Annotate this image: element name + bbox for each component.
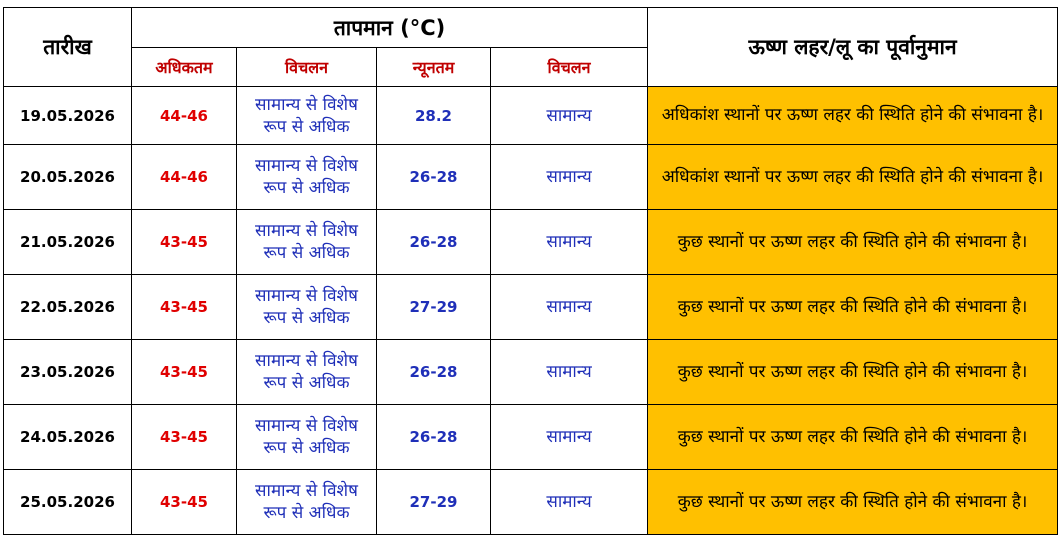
max-deviation-cell: सामान्य से विशेष रूप से अधिक — [237, 145, 377, 210]
table-row — [4, 210, 1058, 275]
forecast-cell: कुछ स्थानों पर ऊष्ण लहर की स्थिति होने की संभावना है। — [648, 340, 1058, 405]
max-temp-cell: 43-45 — [132, 210, 237, 275]
min-deviation-cell: सामान्य — [491, 275, 648, 340]
forecast-cell: कुछ स्थानों पर ऊष्ण लहर की स्थिति होने की संभावना है। — [648, 470, 1058, 535]
header-temperature: तापमान (°C) — [132, 8, 648, 48]
date-cell: 25.05.2026 — [4, 470, 132, 535]
max-deviation-cell: सामान्य से विशेष रूप से अधिक — [237, 405, 377, 470]
min-temp-cell: 27-29 — [377, 275, 491, 340]
min-deviation-cell: सामान्य — [491, 87, 648, 145]
table-row — [4, 145, 1058, 210]
max-temp-cell: 43-45 — [132, 275, 237, 340]
max-deviation-cell: सामान्य से विशेष रूप से अधिक — [237, 210, 377, 275]
header-min-deviation: विचलन — [491, 48, 648, 87]
table-row — [4, 275, 1058, 340]
header-min: न्यूनतम — [377, 48, 491, 87]
date-cell: 20.05.2026 — [4, 145, 132, 210]
min-deviation-cell: सामान्य — [491, 470, 648, 535]
forecast-cell: कुछ स्थानों पर ऊष्ण लहर की स्थिति होने की संभावना है। — [648, 210, 1058, 275]
min-temp-cell: 26-28 — [377, 405, 491, 470]
forecast-cell: अधिकांश स्थानों पर ऊष्ण लहर की स्थिति होने की संभावना है। — [648, 87, 1058, 145]
min-temp-cell: 26-28 — [377, 340, 491, 405]
table-row — [4, 470, 1058, 535]
max-temp-cell: 43-45 — [132, 470, 237, 535]
max-temp-cell: 43-45 — [132, 340, 237, 405]
max-deviation-cell: सामान्य से विशेष रूप से अधिक — [237, 275, 377, 340]
min-temp-cell: 26-28 — [377, 210, 491, 275]
min-temp-cell: 27-29 — [377, 470, 491, 535]
table-row — [4, 340, 1058, 405]
min-deviation-cell: सामान्य — [491, 210, 648, 275]
table-row — [4, 405, 1058, 470]
header-date: तारीख — [4, 8, 132, 87]
min-deviation-cell: सामान्य — [491, 145, 648, 210]
date-cell: 23.05.2026 — [4, 340, 132, 405]
min-temp-cell: 28.2 — [377, 87, 491, 145]
header-forecast: ऊष्ण लहर/लू का पूर्वानुमान — [648, 8, 1058, 87]
heatwave-forecast-table — [3, 7, 1058, 535]
forecast-cell: अधिकांश स्थानों पर ऊष्ण लहर की स्थिति होने की संभावना है। — [648, 145, 1058, 210]
date-cell: 22.05.2026 — [4, 275, 132, 340]
header-max: अधिकतम — [132, 48, 237, 87]
min-deviation-cell: सामान्य — [491, 340, 648, 405]
forecast-cell: कुछ स्थानों पर ऊष्ण लहर की स्थिति होने की संभावना है। — [648, 405, 1058, 470]
max-deviation-cell: सामान्य से विशेष रूप से अधिक — [237, 470, 377, 535]
date-cell: 24.05.2026 — [4, 405, 132, 470]
forecast-cell: कुछ स्थानों पर ऊष्ण लहर की स्थिति होने की संभावना है। — [648, 275, 1058, 340]
max-temp-cell: 43-45 — [132, 405, 237, 470]
date-cell: 21.05.2026 — [4, 210, 132, 275]
date-cell: 19.05.2026 — [4, 87, 132, 145]
max-deviation-cell: सामान्य से विशेष रूप से अधिक — [237, 87, 377, 145]
min-deviation-cell: सामान्य — [491, 405, 648, 470]
max-temp-cell: 44-46 — [132, 87, 237, 145]
header-max-deviation: विचलन — [237, 48, 377, 87]
max-temp-cell: 44-46 — [132, 145, 237, 210]
min-temp-cell: 26-28 — [377, 145, 491, 210]
table-row — [4, 87, 1058, 145]
max-deviation-cell: सामान्य से विशेष रूप से अधिक — [237, 340, 377, 405]
